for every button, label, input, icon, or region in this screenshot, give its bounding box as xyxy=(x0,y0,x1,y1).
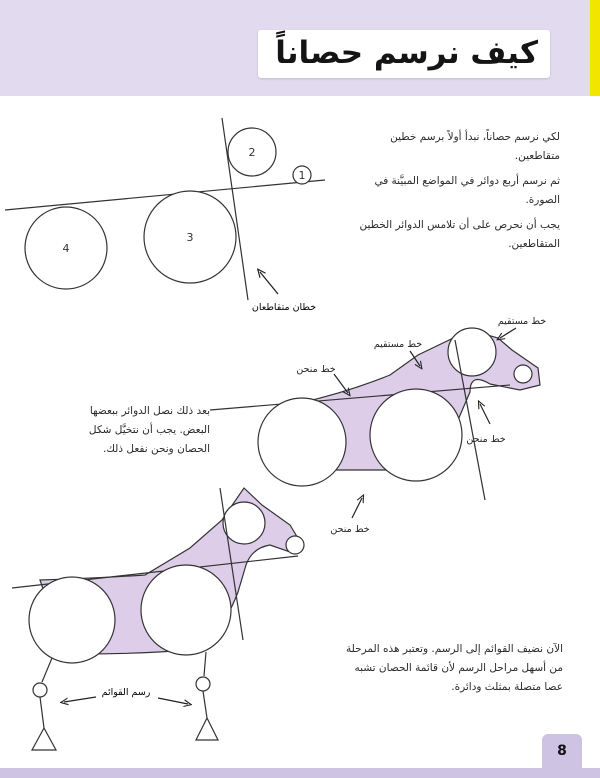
step1-diagram xyxy=(5,118,325,300)
front-leg-joint xyxy=(196,677,210,691)
circle-1-number: 1 xyxy=(298,169,306,182)
front-leg-upper xyxy=(204,652,206,676)
arrow-legs-left xyxy=(64,697,96,702)
circle-4-number: 4 xyxy=(62,242,70,255)
front-leg-lower xyxy=(203,691,207,718)
arrow-legs-right xyxy=(158,698,188,704)
lines-arrow xyxy=(260,272,278,294)
step3-paragraph: الآن نضيف القوائم إلى الرسم. وتعتبر هذه المرحلة من أسهل مراحل الرسم لأن قائمة الحصان تشبه عصا متصلة بمثلث ودائرة. xyxy=(346,643,563,693)
label-curved-right: خط منحن xyxy=(466,434,506,445)
rear-hoof xyxy=(32,728,56,750)
step3-circle-rear xyxy=(29,577,115,663)
step2-circle-muzzle xyxy=(514,365,532,383)
step2-circle-rear xyxy=(258,398,346,486)
step3-circle-head xyxy=(223,502,265,544)
circle-3-number: 3 xyxy=(186,231,194,244)
intro-p1: لكي نرسم حصاناً، نبدأ أولاً برسم خطين متقاطعين. xyxy=(390,131,560,162)
step3-circle-muzzle xyxy=(286,536,304,554)
intro-p2: ثم نرسم أربع دوائر في المواضع المبيَّنة في الصورة. xyxy=(374,175,560,206)
label-curved-left: خط منحن xyxy=(296,364,336,375)
arrow-curved-bottom xyxy=(352,498,362,518)
rear-leg-upper xyxy=(42,658,52,682)
step3-circle-front xyxy=(141,565,231,655)
lines-label: خطان متقاطعان xyxy=(251,302,317,313)
circle-2-number: 2 xyxy=(248,146,256,159)
page-number: 8 xyxy=(542,734,582,768)
arrow-curved-left xyxy=(334,374,348,393)
footer-bar xyxy=(0,768,600,778)
label-straight-top: خط مستقيم xyxy=(497,316,547,327)
step2-diagram xyxy=(210,328,540,500)
arrow-straight-top xyxy=(500,328,516,338)
label-straight-back: خط مستقيم xyxy=(373,339,423,350)
step2-paragraph: بعد ذلك نصل الدوائر ببعضها البعض. يجب أن نتخيَّل شكل الحصان ونحن نفعل ذلك. xyxy=(88,405,210,455)
step2-circle-front xyxy=(370,389,462,481)
legs-label: رسم القوائم xyxy=(101,687,151,698)
intro-p3: يجب أن نحرص على أن تلامس الدوائر الخطين المتقاطعين. xyxy=(359,219,560,250)
rear-leg-lower xyxy=(40,697,44,728)
step2-circle-head xyxy=(448,328,496,376)
label-curved-bottom: خط منحن xyxy=(330,524,370,535)
arrow-curved-right xyxy=(480,404,490,424)
page-title: كيف نرسم حصاناً xyxy=(275,35,538,71)
step3-diagram xyxy=(12,488,304,750)
front-hoof xyxy=(196,718,218,740)
rear-leg-joint xyxy=(33,683,47,697)
